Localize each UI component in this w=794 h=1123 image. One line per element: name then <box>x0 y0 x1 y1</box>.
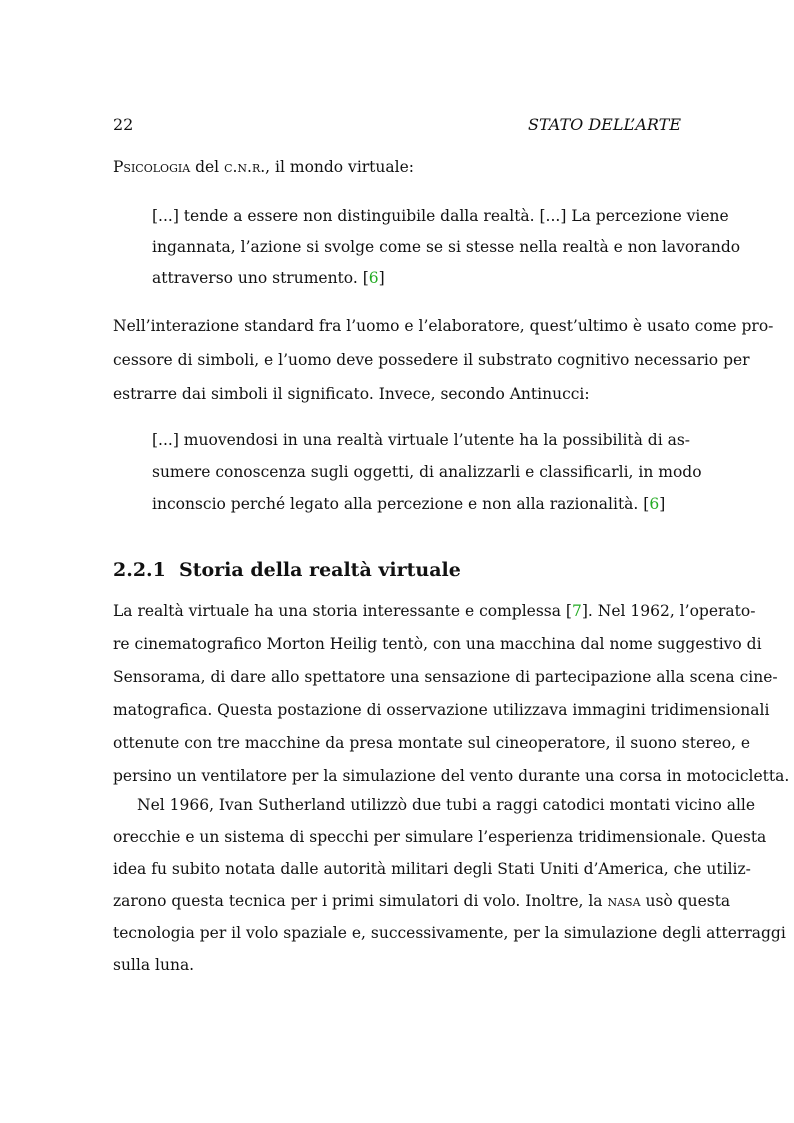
paragraph-line: re cinematografico Morton Heilig tentò, con una macchina dal nome suggestivo di <box>113 635 762 653</box>
text-span: usò questa <box>640 892 731 910</box>
paragraph-line: ottenute con tre macchine da presa montate sul cineoperatore, il suono stereo, e <box>113 734 751 752</box>
quote-line <box>152 494 665 514</box>
section-number: 2.2.1 <box>113 559 166 581</box>
organization-abbreviation: nasa <box>607 892 641 910</box>
paragraph-line <box>113 601 756 621</box>
paragraph-line: Nel 1966, Ivan Sutherland utilizzò due tubi a raggi catodici montati vicino alle <box>137 796 756 814</box>
paragraph-line: orecchie e un sistema di specchi per simulare l’esperienza tridimensionale. Questa <box>113 828 767 846</box>
quote-line <box>152 268 385 288</box>
paragraph-line: estrarre dai simboli il significato. Invece, secondo Antinucci: <box>113 385 590 403</box>
text-span: inconscio perché legato alla percezione e non alla razionalità. [ <box>152 495 650 513</box>
page-number: 22 <box>113 115 134 134</box>
text-span: attraverso uno strumento. [ <box>152 269 369 287</box>
text-span: , il mondo virtuale: <box>265 158 414 176</box>
text-span: zarono questa tecnica per i primi simulatori di volo. Inoltre, la <box>113 892 608 910</box>
quote-line: [...] tende a essere non distinguibile dalla realtà. [...] La percezione viene <box>152 207 729 225</box>
paragraph-line <box>113 891 731 911</box>
quote-line: ingannata, l’azione si svolge come se si stesse nella realtà e non lavorando <box>152 238 741 256</box>
institution-name: Psicologia <box>113 158 191 176</box>
citation-link[interactable]: 6 <box>649 495 660 513</box>
citation-link[interactable]: 7 <box>571 602 582 620</box>
section-heading <box>113 558 461 582</box>
paragraph-line: Nell’interazione standard fra l’uomo e l’elaboratore, quest’ultimo è usato come pro- <box>113 317 774 335</box>
citation-link[interactable]: 6 <box>368 269 379 287</box>
quote-line: sumere conoscenza sugli oggetti, di analizzarli e classificarli, in modo <box>152 463 702 481</box>
paragraph-line: tecnologia per il volo spaziale e, successivamente, per la simulazione degli atterraggi <box>113 924 786 942</box>
running-title: STATO DELL’ARTE <box>528 115 681 134</box>
paragraph-line: sulla luna. <box>113 956 195 974</box>
paragraph-line: persino un ventilatore per la simulazione del vento durante una corsa in motocicletta. <box>113 767 790 785</box>
paragraph-line: Sensorama, di dare allo spettatore una sensazione di partecipazione alla scena cine- <box>113 668 778 686</box>
paragraph-line: idea fu subito notata dalle autorità militari degli Stati Uniti d’America, che utiliz- <box>113 860 751 878</box>
text-span: ] <box>378 269 385 287</box>
paragraph-line <box>113 157 414 177</box>
quote-line: [...] muovendosi in una realtà virtuale l’utente ha la possibilità di as- <box>152 431 691 449</box>
text-span: del <box>190 158 225 176</box>
text-span: ] <box>659 495 666 513</box>
text-span: La realtà virtuale ha una storia interessante e complessa [ <box>113 602 572 620</box>
paragraph-line: cessore di simboli, e l’uomo deve possedere il substrato cognitivo necessario per <box>113 351 750 369</box>
organization-abbreviation: c.n.r. <box>224 158 266 176</box>
text-span: ]. Nel 1962, l’operato- <box>581 602 756 620</box>
section-title: Storia della realtà virtuale <box>179 559 461 581</box>
paragraph-line: matografica. Questa postazione di osservazione utilizzava immagini tridimensionali <box>113 701 770 719</box>
